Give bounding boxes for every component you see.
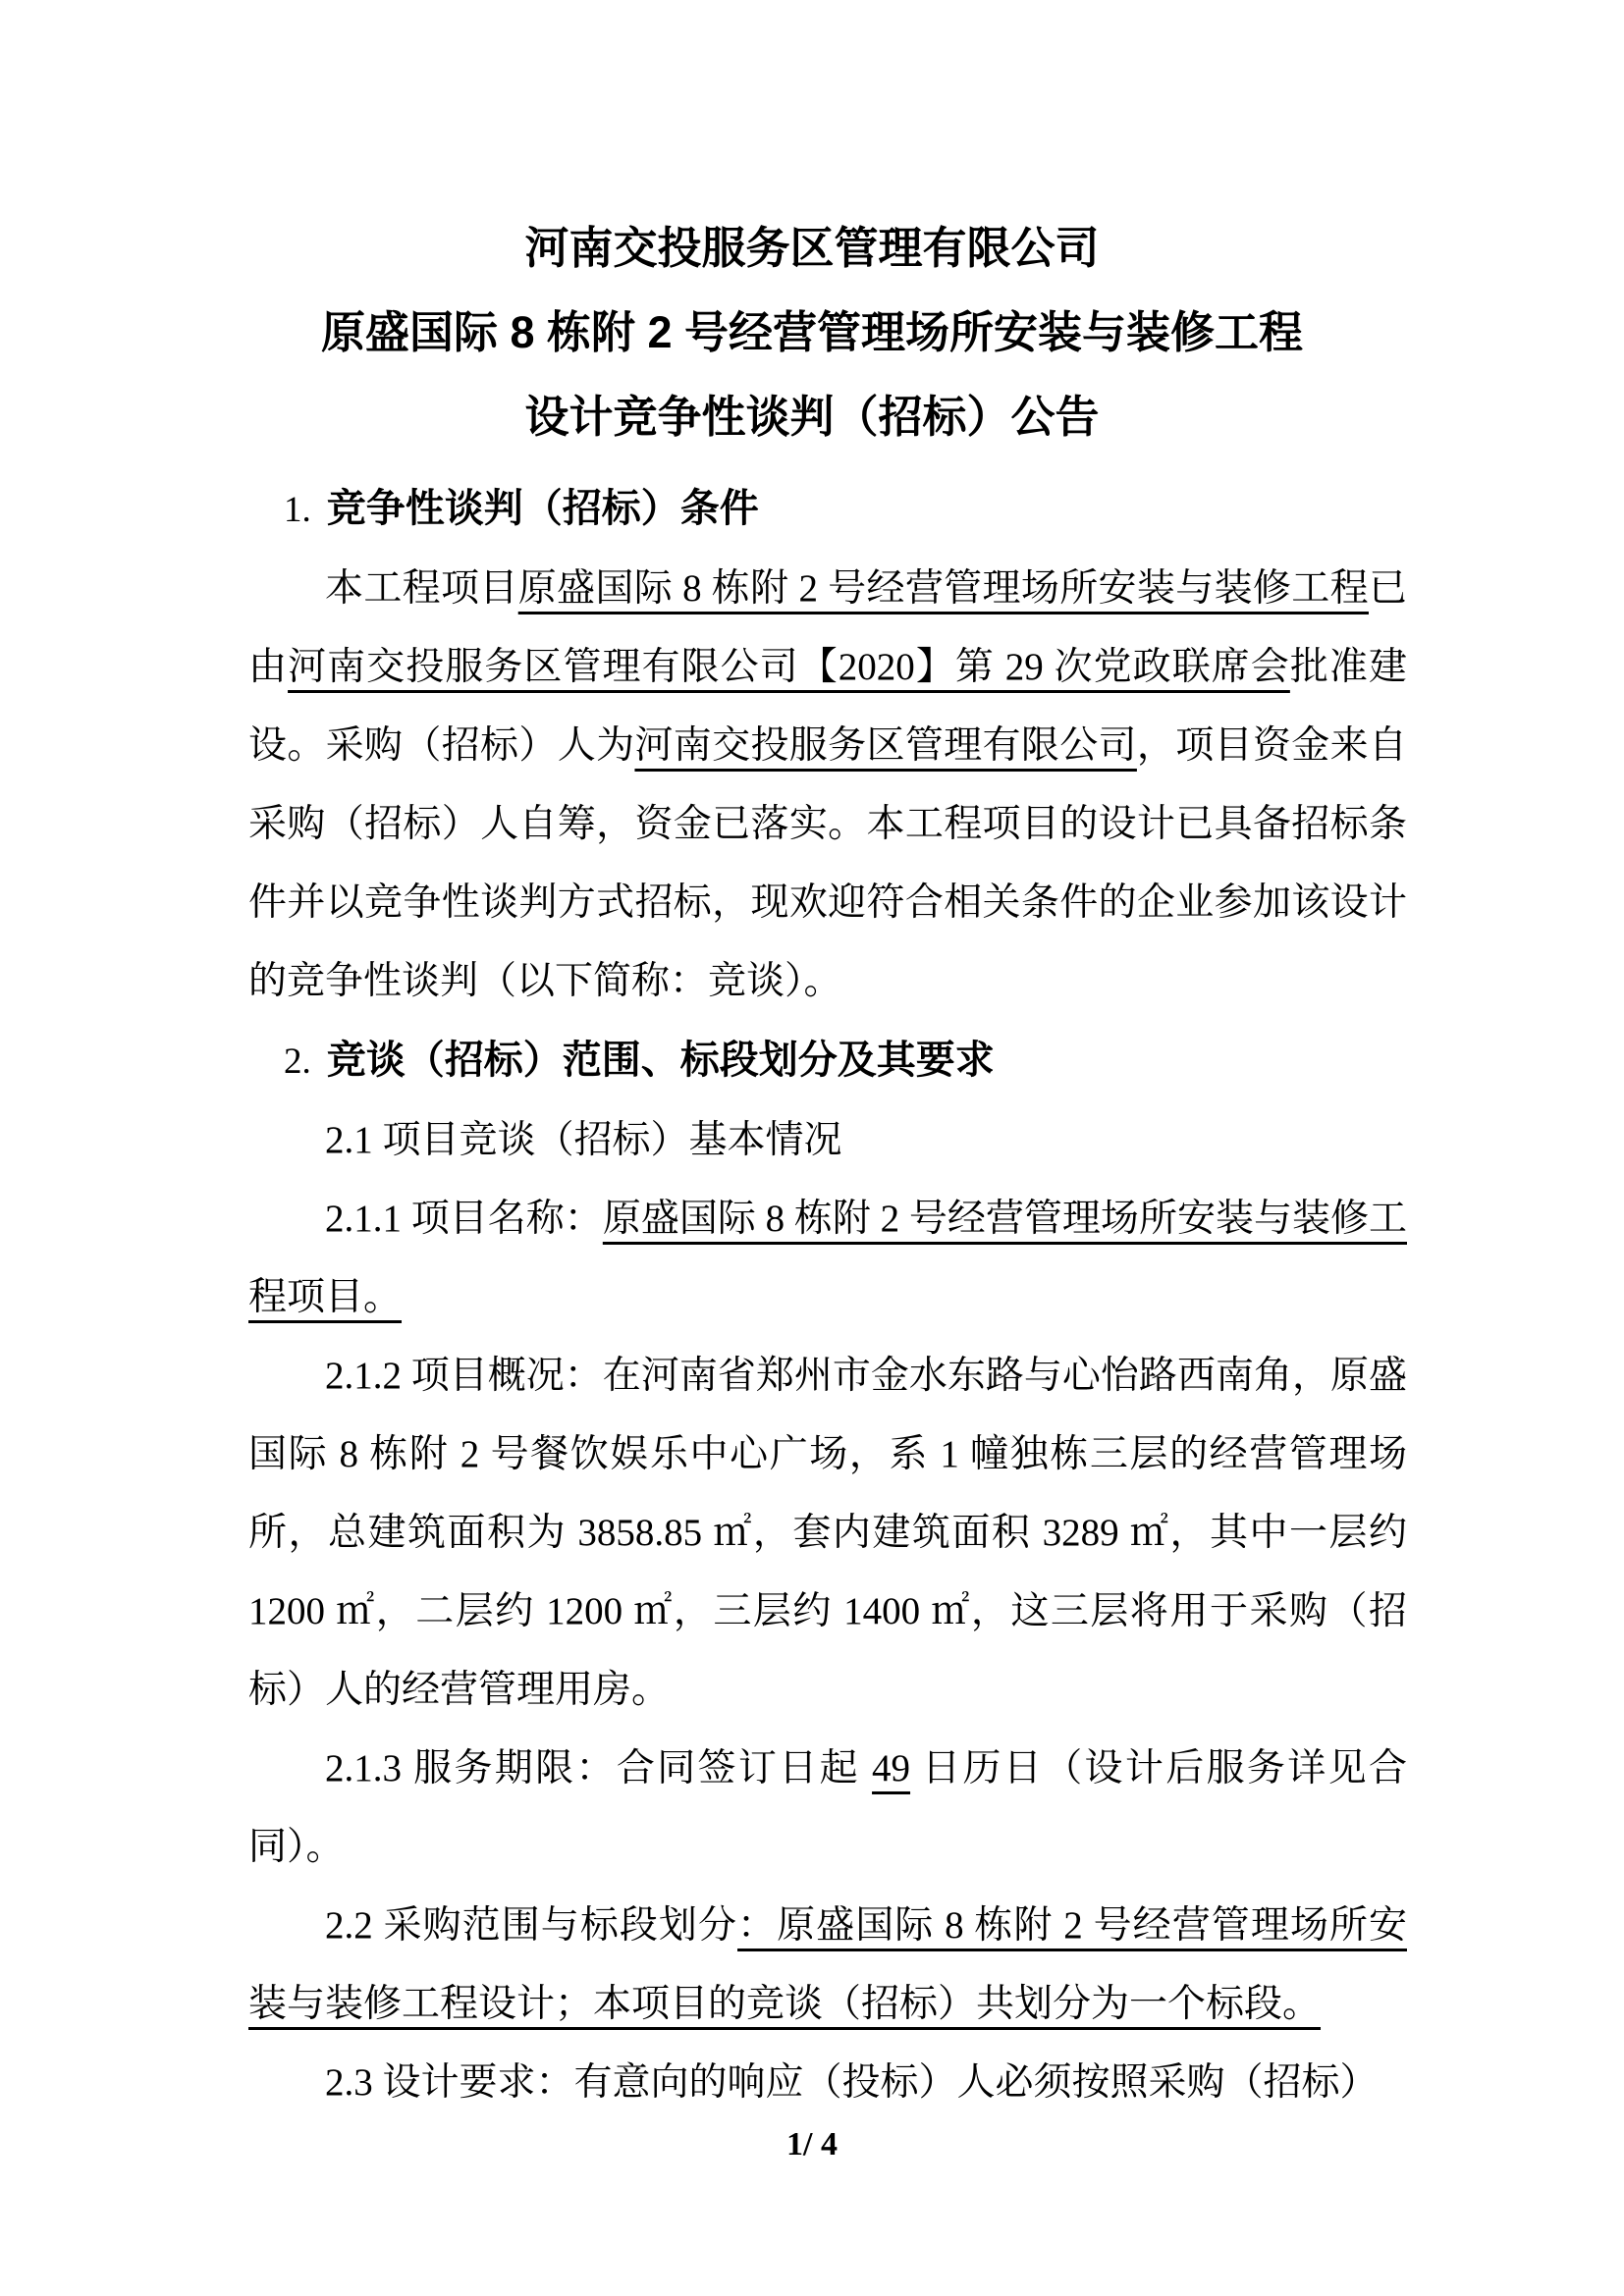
- heading-text: 竞争性谈判（招标）条件: [326, 487, 759, 530]
- text-run: 2.1 项目竞谈（招标）基本情况: [325, 1119, 842, 1161]
- text-run: 批准建设。采购（招标）人为: [248, 646, 1407, 767]
- heading-number: 2.: [284, 1041, 311, 1082]
- text-run: 日历日（设计后服务详见合同）。: [248, 1747, 1407, 1868]
- text-run: 已由: [248, 567, 1407, 688]
- paragraph: [248, 1180, 1407, 1337]
- section-heading: [248, 1021, 1407, 1101]
- paragraph: [248, 1101, 1407, 1180]
- text-run: ，项目资金来自采购（招标）人自筹，资金已落实。本工程项目的设计已具备招标条件并以竞争性谈判方式招标，现欢迎符合相关条件的企业参加该设计的竞争性谈判（以下简称：竞谈）。: [248, 724, 1407, 1002]
- heading-number: 1.: [284, 490, 311, 530]
- underlined-text-run: 原盛国际 8 栋附 2 号经营管理场所安装与装修工程: [517, 567, 1369, 610]
- underlined-text-run: 49: [872, 1747, 911, 1789]
- underlined-text-run: ：原盛国际 8 栋附 2 号经营管理场所安装与装修工程设计；本项目的竞谈（招标）共划分为一个标段。: [248, 1904, 1407, 2025]
- section-heading: [248, 469, 1407, 550]
- paragraph: [248, 2044, 1407, 2122]
- title-line-3: 设计竞争性谈判（招标）公告: [524, 392, 1100, 442]
- text-run: 2.1.3 服务期限：合同签订日起: [325, 1747, 873, 1789]
- underlined-text-run: 河南交投服务区管理有限公司: [634, 724, 1137, 767]
- document-body: [248, 469, 1407, 2122]
- title-line-1: 河南交投服务区管理有限公司: [524, 223, 1100, 273]
- text-run: 2.1.1 项目名称：: [325, 1198, 603, 1240]
- text-run: 2.1.2 项目概况：在河南省郑州市金水东路与心怡路西南角，原盛国际 8 栋附 2 号餐饮娱乐中心广场，系 1 幢独栋三层的经营管理场所，总建筑面积为 3858.85 ㎡，套内建筑面积 3289 ㎡，其中一层约 1200 ㎡，二层约 1200 ㎡，三层约 1400 ㎡，这三层将用于采购（招标）人的经营管理用房。: [248, 1355, 1407, 1711]
- text-run: 本工程项目: [325, 567, 518, 610]
- page-number: 1/ 4: [786, 2126, 838, 2163]
- text-run: 2.3 设计要求：有意向的响应（投标）人必须按照采购（招标）: [325, 2061, 1379, 2104]
- paragraph: [248, 1887, 1407, 2044]
- document-title-block: [0, 0, 1624, 459]
- paragraph: [248, 550, 1407, 1021]
- paragraph: [248, 1730, 1407, 1887]
- title-line-2: 原盛国际 8 栋附 2 号经营管理场所安装与装修工程: [320, 307, 1304, 357]
- paragraph: [248, 1337, 1407, 1730]
- underlined-text-run: 原盛国际 8 栋附 2 号经营管理场所安装与装修工程项目。: [248, 1198, 1407, 1318]
- underlined-text-run: 河南交投服务区管理有限公司【2020】第 29 次党政联席会: [288, 646, 1290, 688]
- heading-text: 竞谈（招标）范围、标段划分及其要求: [326, 1039, 995, 1082]
- text-run: 2.2 采购范围与标段划分: [325, 1904, 738, 1947]
